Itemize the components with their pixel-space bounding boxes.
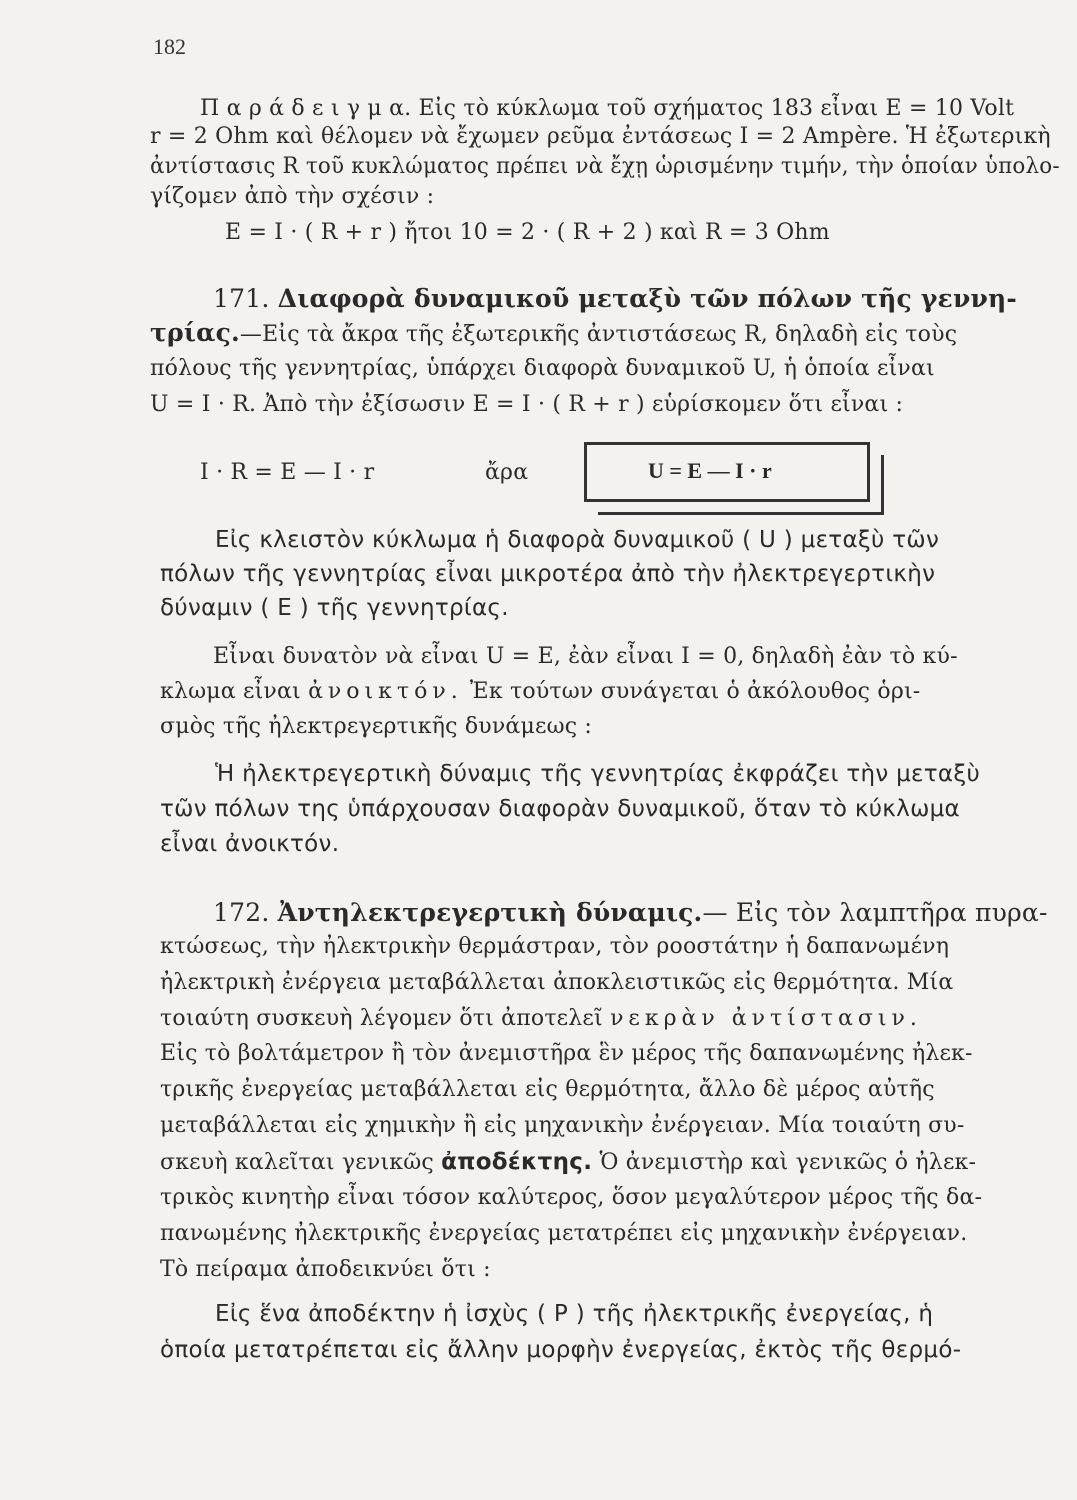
section-171-p1-line-3: δύναμιν ( E ) τῆς γεννητρίας. <box>160 595 509 621</box>
section-172-line-4-spaced: νεκρὰν ἀντίστασιν. <box>610 1006 922 1031</box>
section-172-term-receiver: ἀποδέκτης. <box>441 1149 593 1175</box>
section-171-title-b: τρίας. <box>150 318 240 347</box>
section-171-p1-line-2: πόλων τῆς γεννητρίας εἶναι μικροτέρα ἀπὸ τὴν ἠλεκτρεγερτικὴν <box>160 561 936 587</box>
definition-line-3: εἶναι ἀνοικτόν. <box>160 831 340 857</box>
section-171-title-a: Διαφορὰ δυναμικοῦ μεταξὺ τῶν πόλων τῆς γεννη- <box>277 284 1017 313</box>
section-172-line-4 <box>160 1008 922 1030</box>
example-line-2: r = 2 Ohm καὶ θέλομεν νὰ ἔχωμεν ρεῦμα ἐντάσεως I = 2 Ampère. Ἡ ἐξωτερικὴ <box>150 124 1051 149</box>
equation-left: I · R = E — I · r <box>200 460 375 485</box>
section-171-p2-line-2 <box>160 681 920 703</box>
section-172-line-8-a: σκευὴ καλεῖται γενικῶς <box>160 1150 434 1175</box>
section-171-p2-line-1: Εἶναι δυνατὸν νὰ εἶναι U = E, ἐὰν εἶναι I = 0, δηλαδὴ ἐὰν τὸ κύ- <box>213 644 958 669</box>
equation-word: ἄρα <box>485 460 529 485</box>
section-172-line-7: μεταβάλλεται εἰς χημικὴν ἢ εἰς μηχανικὴν ἐνέργειαν. Μία τοιαύτη συ- <box>160 1113 965 1138</box>
section-172-line-11: Τὸ πείραμα ἀποδεικνύει ὅτι : <box>160 1257 491 1282</box>
section-172-line-5: Εἰς τὸ βολτάμετρον ἢ τὸν ἀνεμιστῆρα ἓν μέρος τῆς δαπανωμένης ἠλεκ- <box>160 1041 973 1066</box>
p2-line-2-a: κλωμα εἶναι <box>160 679 301 704</box>
boxed-formula: U = E — I · r <box>648 458 772 483</box>
section-172-line-10: πανωμένης ἠλεκτρικῆς ἐνεργείας μετατρέπει εἰς μηχανικὴν ἐνέργειαν. <box>160 1221 968 1246</box>
section-172-line-2: κτώσεως, τὴν ἠλεκτρικὴν θερμάστραν, τὸν ροοστάτην ἡ δαπανωμένη <box>160 934 950 959</box>
example-line-3: ἀντίστασις R τοῦ κυκλώματος πρέπει νὰ ἔχῃ ὡρισμένην τιμήν, τὴν ὁποίαν ὑπολο- <box>150 154 1060 179</box>
definition-line-1: Ἡ ἠλεκτρεγερτικὴ δύναμις τῆς γεννητρίας ἐκφράζει τὴν μεταξὺ <box>215 761 981 787</box>
definition-line-2: τῶν πόλων της ὑπάρχουσαν διαφορὰν δυναμικοῦ, ὅταν τὸ κύκλωμα <box>160 796 961 822</box>
section-172-line-6: τρικῆς ἐνεργείας μεταβάλλεται εἰς θερμότητα, ἄλλο δὲ μέρος αὐτῆς <box>160 1077 935 1102</box>
section-172-title: Ἀντηλεκτρεγερτικὴ δύναμις. <box>277 898 703 927</box>
section-171-p2-line-3: σμὸς τῆς ἠλεκτρεγερτικῆς δυνάμεως : <box>160 714 593 739</box>
section-172-line-3: ἠλεκτρικὴ ἐνέργεια μεταβάλλεται ἀποκλειστικῶς εἰς θερμότητα. Μία <box>160 970 954 995</box>
section-172-number: 172. <box>213 898 270 927</box>
p2-line-2-c: Ἐκ τούτων συνάγεται ὁ ἀκόλουθος ὁρι- <box>469 679 921 704</box>
section-171-line-1 <box>150 320 957 346</box>
section-172-line-8 <box>160 1151 976 1174</box>
section-171-line-1-rest: —Εἰς τὰ ἄκρα τῆς ἐξωτερικῆς ἀντιστάσεως R, δηλαδὴ εἰς τοὺς <box>239 322 958 347</box>
example-equation: E = I · ( R + r ) ἤτοι 10 = 2 · ( R + 2 ) καὶ R = 3 Ohm <box>225 220 830 245</box>
section-172-p-line-2: ὁποία μετατρέπεται εἰς ἄλλην μορφὴν ἐνεργείας, ἐκτὸς τῆς θερμό- <box>160 1337 962 1363</box>
example-line-1: Π α ρ ά δ ε ι γ μ α. Εἰς τὸ κύκλωμα τοῦ σχήματος 183 εἶναι E = 10 Volt <box>200 96 1015 121</box>
section-172-heading <box>213 900 1048 925</box>
section-171-number: 171. <box>213 284 270 313</box>
section-172-line-9: τρικὸς κινητὴρ εἶναι τόσον καλύτερος, ὅσον μεγαλύτερον μέρος τῆς δα- <box>160 1185 983 1210</box>
section-171-heading <box>213 286 1017 311</box>
section-171-line-2: πόλους τῆς γεννητρίας, ὑπάρχει διαφορὰ δυναμικοῦ U, ἡ ὁποία εἶναι <box>150 356 935 381</box>
page-number: 182 <box>153 34 186 59</box>
section-171-line-3: U = I · R. Ἀπὸ τὴν ἐξίσωσιν E = I · ( R + r ) εὑρίσκομεν ὅτι εἶναι : <box>150 392 904 417</box>
section-172-line-1-rest: — Εἰς τὸν λαμπτῆρα πυρα- <box>702 898 1048 927</box>
p2-line-2-spaced: ἀνοικτόν. <box>308 679 463 704</box>
section-172-line-8-c: Ὁ ἀνεμιστὴρ καὶ γενικῶς ὁ ἠλεκ- <box>599 1150 977 1175</box>
section-171-p1-line-1: Εἰς κλειστὸν κύκλωμα ἡ διαφορὰ δυναμικοῦ ( U ) μεταξὺ τῶν <box>215 527 940 553</box>
section-172-line-4-a: τοιαύτη συσκευὴ λέγομεν ὅτι ἀποτελεῖ <box>160 1006 603 1031</box>
example-line-4: γίζομεν ἀπὸ τὴν σχέσιν : <box>150 184 435 209</box>
section-172-p-line-1: Εἰς ἕνα ἀποδέκτην ἡ ἰσχὺς ( P ) τῆς ἠλεκτρικῆς ἐνεργείας, ἡ <box>215 1301 934 1327</box>
